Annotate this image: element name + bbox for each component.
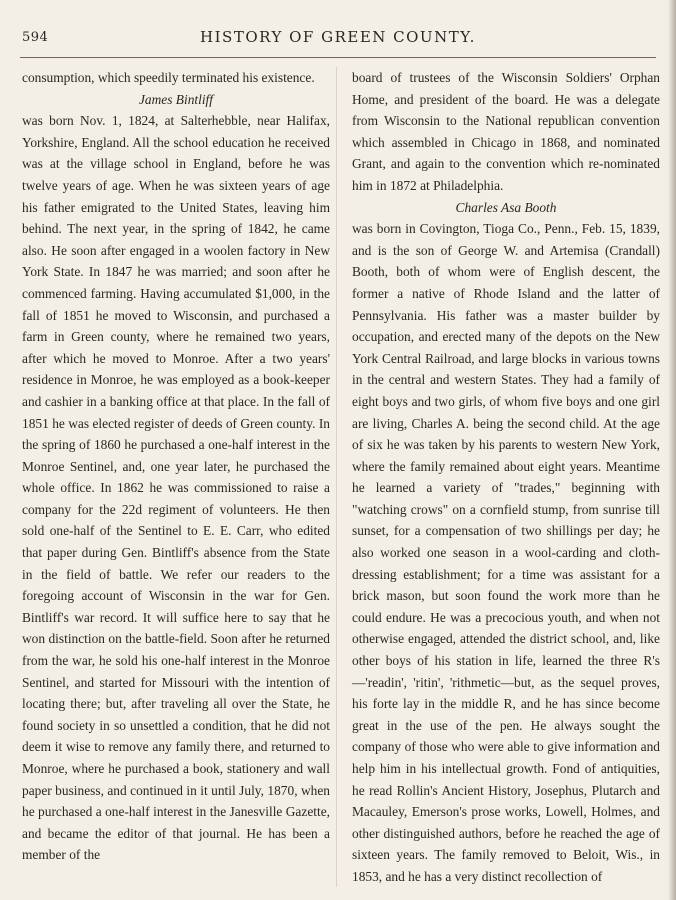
booth-biography: was born in Covington, Tioga Co., Penn., Feb. 15, 1839, and is the son of George W. and Artemisa (Crandall) Booth, both of whom were of English descent, the former a native of Rhode Island and the latter of Pennsylvania. His father was a master builder by occupation, and erected many of the depots on the New York Central Railroad, and large blocks in various towns in the central and western States. They had a family of eight boys and two girls, of whom five boys and one girl are living, Charles A. being the second child. At the age of six he was taken by his parents to western New York, where the family remained about eight years. Meantime he learned a variety of "trades," beginning with "watching crows" on a cornfield stump, from sunrise till sunset, for a compensation of two shillings per day; he also worked one season in a wool-carding and cloth-dressing establishment; for a time was assistant for a brick mason, but soon found the work more than he could endure. He was a precocious youth, and when not otherwise engaged, attended the district school, and, like other boys of his station in life, learned the three R's—'readin', 'ritin', 'rithmetic—but, as the sequel proves, his forte lay in the middle R, and he has since become great in the use of the pen. He always sought the company of those who were able to give information and help him in his intellectual growth. Fond of antiquities, he read Rollin's Ancient History, Josephus, Plutarch and Macauley, Emerson's prose works, Lowell, Holmes, and other distinguished authors, before he reached the age of sixteen years. The family removed to Beloit, Wis., in 1853, and he has a very distinct recollection of — [352, 221, 660, 884]
booth-heading: Charles Asa Booth — [455, 199, 557, 215]
left-column — [22, 67, 330, 866]
running-head: HISTORY OF GREEN COUNTY. — [200, 28, 476, 46]
right-intro-paragraph: board of trustees of the Wisconsin Soldiers' Orphan Home, and president of the board. He was a delegate from Wisconsin to the National republican convention which assembled in Chicago in 1868, and nominated Grant, and again to the convention which re-nominated him in 1872 at Philadelphia. — [352, 70, 660, 193]
page-number: 594 — [22, 30, 49, 45]
bintliff-biography: was born Nov. 1, 1824, at Salterhebble, near Halifax, Yorkshire, England. All the school education he received was at the village school in England, before he was twelve years of age. When he was sixteen years of age his father emigrated to the United States, leaving him behind. The next year, in the spring of 1842, he came also. He soon after engaged in a woolen factory in New York State. In 1847 he was married; and soon after he commenced farming. Having accumulated $1,000, in the fall of 1851 he moved to Wisconsin, and purchased a farm in Green county, where he remained two years, after which he moved to Monroe. After a two years' residence in Monroe, he was employed as a book-keeper and cashier in a banking office at that place. In the fall of 1851 he was elected register of deeds of Green county. In the spring of 1860 he purchased a one-half interest in the Monroe Sentinel, and, one year later, he purchased the whole office. In 1862 he was commissioned to raise a company for the 22d regiment of volunteers. He then sold one-half of the Sentinel to E. E. Carr, who edited that paper during Gen. Bintliff's absence from the State in the field of battle. We refer our readers to the foregoing account of Wisconsin in the war for Gen. Bintliff's war record. It will suffice here to say that he won distinction on the battle-field. Soon after he returned from the war, he sold his one-half interest in the Monroe Sentinel, and started for Missouri with the intention of locating there; but, after traveling all over the State, he found society in so unsettled a condition, that he did not deem it wise to remove any family there, and returned to Monroe, where he purchased a book, stationery and wall paper business, and continued in it until July, 1870, when he purchased a one-half interest in the Janesville Gazette, and became the editor of that journal. He has been a member of the — [22, 113, 330, 863]
right-column — [352, 67, 660, 888]
bintliff-heading: James Bintliff — [138, 91, 213, 107]
left-intro-paragraph: consumption, which speedily terminated his existence. — [22, 70, 315, 85]
header-rule — [20, 57, 656, 58]
page-edge-shadow — [668, 0, 676, 900]
column-divider — [336, 67, 337, 887]
